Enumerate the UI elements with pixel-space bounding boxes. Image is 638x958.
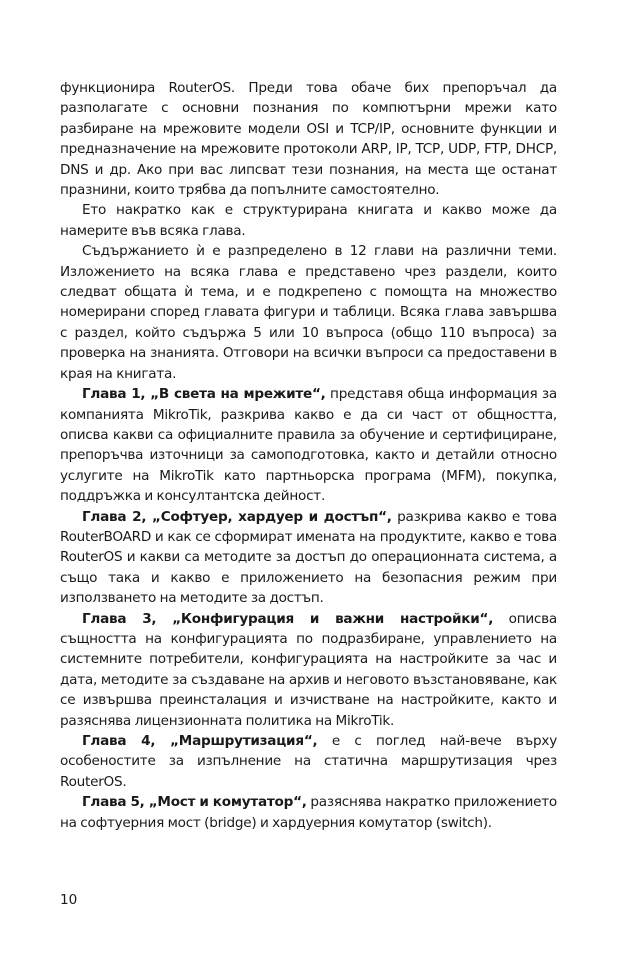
chapter-title: Глава 1, „В света на мрежите“, [82, 386, 326, 403]
paragraph-chapter-2 [60, 507, 557, 609]
paragraph-text: Съдържанието ѝ е разпределено в 12 глави на различни теми. Изложението на всяка глава е представено чрез раздели, които следват общата ѝ тема, и е подкрепено с помощта на множество номерирани според главата фигури и таблици. Всяка глава завършва с раздел, който съдържа 5 или 10 въпроса (общо 110 въпроса) за проверка на знанията. Отговори на всички въпроси са предоставени в края на книгата. [60, 243, 557, 382]
paragraph-text: представя обща информация за компанията MikroTik, разкрива какво е да си част от общността, описва какви са официалните правила за обучение и сертифициране, препоръчва източници за самоподготовка, както и детайли относно услугите на MikroTik като партньорска програма (MFM), покупка, поддръжка и консултантска дейност. [60, 386, 557, 505]
paragraph-text: разкрива какво е това RouterBOARD и как се сформират имената на продуктите, какво е това RouterOS и какви са методите за достъп до операционната система, а също така и какво е приложението на безопасния режим при използването на методите за достъп. [60, 508, 557, 607]
paragraph-text: функционира RouterOS. Преди това обаче бих препоръчал да разполагате с основни познания по компютърни мрежи като разбиране на мрежовите модели OSI и TCP/IP, основните функции и предназначение на мрежовите протоколи ARP, IP, TCP, UDP, FTP, DHCP, DNS и др. Ако при вас липсват тези познания, на места ще останат празнини, които трябва да попълните самостоятелно. [60, 80, 557, 199]
paragraph-text: Ето накратко как е структурирана книгата и какво може да намерите във всяка глава. [60, 202, 557, 239]
chapter-title: Глава 2, „Софтуер, хардуер и достъп“, [82, 508, 392, 525]
paragraph-chapter-3 [60, 609, 557, 731]
page-body [60, 78, 557, 833]
chapter-title: Глава 5, „Мост и комутатор“, [82, 794, 307, 811]
paragraph-chapter-1 [60, 384, 557, 506]
page-number: 10 [60, 892, 78, 908]
paragraph-structure [60, 200, 557, 241]
paragraph-chapter-5 [60, 792, 557, 833]
chapter-title: Глава 4, „Маршрутизация“, [82, 733, 318, 749]
chapter-title: Глава 3, „Конфигурация и важни настройки“, [82, 610, 494, 627]
paragraph-text: описва същността на конфигурацията по подразбиране, управлението на системните потребители, конфигурацията на настройките за час и дата, методите за създаване на архив и неговото възстановяване, как се извършва преинсталация и изчистване на настройките, както и разяснява лицензионната политика на MikroTik. [60, 610, 557, 729]
paragraph-intro [60, 78, 557, 200]
paragraph-contents [60, 241, 557, 384]
paragraph-text: е с поглед най-вече върху особеностите за изпълнение на статична маршрутизация чрез RouterOS. [60, 733, 557, 790]
paragraph-text: разяснява накратко приложението на софтуерния мост (bridge) и хардуерния комутатор (switch). [60, 794, 557, 831]
paragraph-chapter-4 [60, 731, 557, 792]
